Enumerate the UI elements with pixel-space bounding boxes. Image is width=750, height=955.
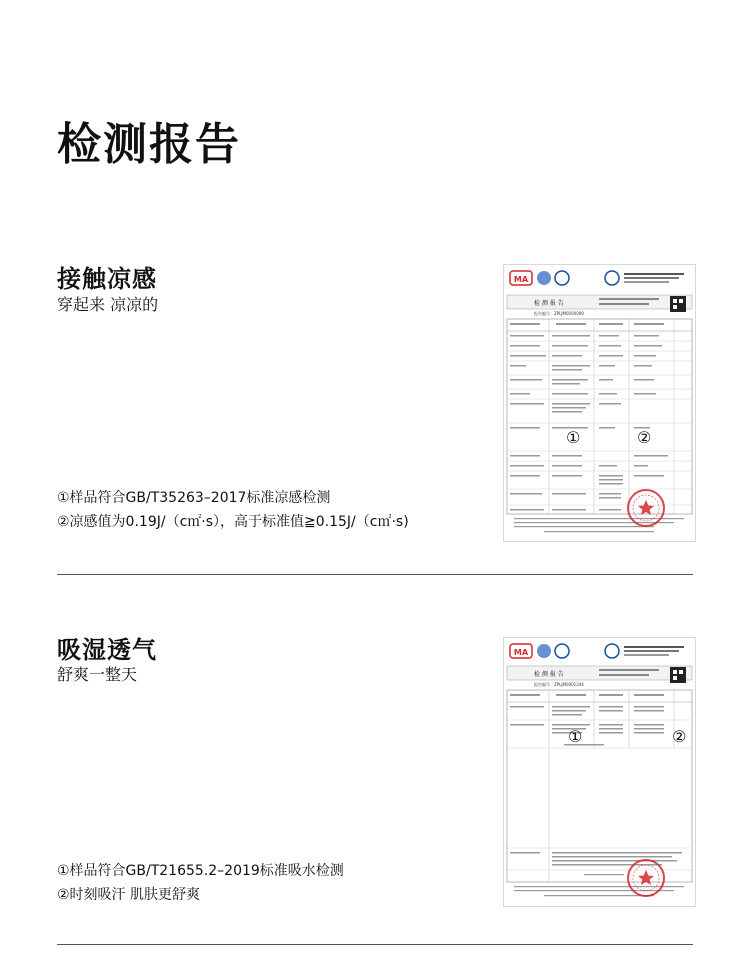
report-number: 报告编号：ZPLJM0001244 (534, 682, 584, 687)
cma-logo-icon (510, 271, 532, 285)
uts-logo-icon (605, 271, 619, 285)
report-heading: 检 测 报 告 (534, 671, 564, 678)
section-1-title: 接触凉感 (57, 265, 157, 293)
qr-code-icon (670, 296, 686, 312)
section-divider-2 (57, 944, 693, 945)
section-2-note-2: ②时刻吸汗 肌肤更舒爽 (57, 887, 201, 903)
cma-logo-icon (510, 644, 532, 658)
report-marker-1: ① (566, 428, 581, 447)
section-1-subtitle: 穿起来 凉凉的 (57, 295, 159, 314)
section-divider-1 (57, 574, 693, 575)
report-heading: 检 测 报 告 (534, 300, 564, 307)
report-document (504, 638, 695, 906)
page-title: 检测报告 (57, 119, 241, 170)
uts-logo-icon (605, 644, 619, 658)
section-2-subtitle: 舒爽一整天 (57, 665, 138, 684)
report-marker-2: ② (672, 727, 687, 746)
ilac-logo-icon (537, 644, 551, 658)
official-seal-icon (628, 490, 664, 526)
qr-code-icon (670, 667, 686, 683)
report-marker-2: ② (637, 428, 652, 447)
report-number: 报告编号：ZPLJM0000009 (534, 311, 584, 316)
section-2-report-image (503, 637, 696, 907)
report-document (504, 265, 695, 541)
report-marker-1: ① (568, 727, 583, 746)
section-2-title: 吸湿透气 (57, 636, 157, 664)
cert-mark-text: MA (513, 275, 529, 284)
section-1-note-2: ②凉感值为0.19J/（c㎡·s），高于标准值≧0.15J/（c㎡·s) (57, 514, 409, 530)
section-2-note-1: ①样品符合GB/T21655.2–2019标准吸水检测 (57, 863, 344, 879)
cnas-logo-icon (555, 644, 569, 658)
ilac-logo-icon (537, 271, 551, 285)
cnas-logo-icon (555, 271, 569, 285)
cert-mark-text: MA (513, 648, 529, 657)
section-1-note-1: ①样品符合GB/T35263–2017标准凉感检测 (57, 490, 331, 506)
section-1-report-image (503, 264, 696, 542)
